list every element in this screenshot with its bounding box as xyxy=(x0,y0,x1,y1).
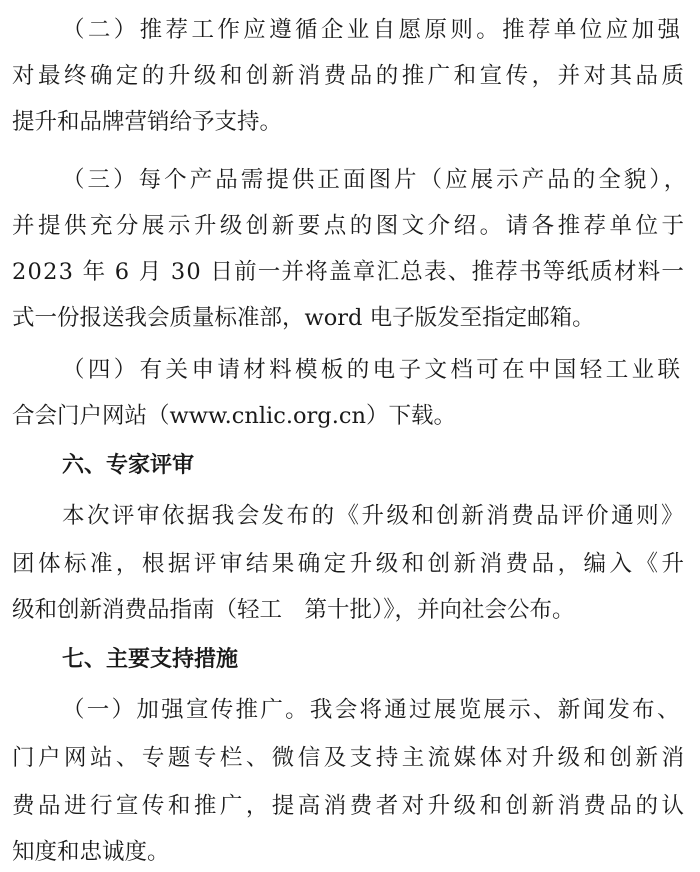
paragraph-line: 2023 年 6 月 30 日前一并将盖章汇总表、推荐书等纸质材料一 xyxy=(12,259,686,285)
paragraph-line: 提升和品牌营销给予支持。 xyxy=(12,109,283,135)
paragraph-line: （一）加强宣传推广。我会将通过展览展示、新闻发布、 xyxy=(62,697,682,723)
paragraph-line: 费品进行宣传和推广，提高消费者对升级和创新消费品的认 xyxy=(12,793,688,819)
paragraph-line: 对最终确定的升级和创新消费品的推广和宣传，并对其品质 xyxy=(12,63,688,89)
paragraph-line: 门户网站、专题专栏、微信及支持主流媒体对升级和创新消 xyxy=(12,745,688,771)
paragraph-line: 式一份报送我会质量标准部，word 电子版发至指定邮箱。 xyxy=(12,305,595,331)
paragraph-line: 级和创新消费品指南（轻工 第十批）》，并向社会公布。 xyxy=(12,597,575,623)
section-heading-support-measures: 七、主要支持措施 xyxy=(62,647,239,672)
paragraph-line: 并提供充分展示升级创新要点的图文介绍。请各推荐单位于 xyxy=(12,213,688,239)
paragraph-line: 本次评审依据我会发布的《升级和创新消费品评价通则》 xyxy=(62,503,687,529)
paragraph-line: （四）有关申请材料模板的电子文档可在中国轻工业联 xyxy=(62,357,684,383)
paragraph-line: （三）每个产品需提供正面图片（应展示产品的全貌）， xyxy=(62,167,690,193)
paragraph-line: 知度和忠诚度。 xyxy=(12,839,170,865)
section-heading-expert-review: 六、专家评审 xyxy=(62,453,195,478)
paragraph-line: 合会门户网站（www.cnlic.org.cn）下载。 xyxy=(12,403,456,429)
paragraph-line: （二）推荐工作应遵循企业自愿原则。推荐单位应加强 xyxy=(62,17,684,43)
paragraph-line: 团体标准，根据评审结果确定升级和创新消费品，编入《升 xyxy=(12,551,688,577)
